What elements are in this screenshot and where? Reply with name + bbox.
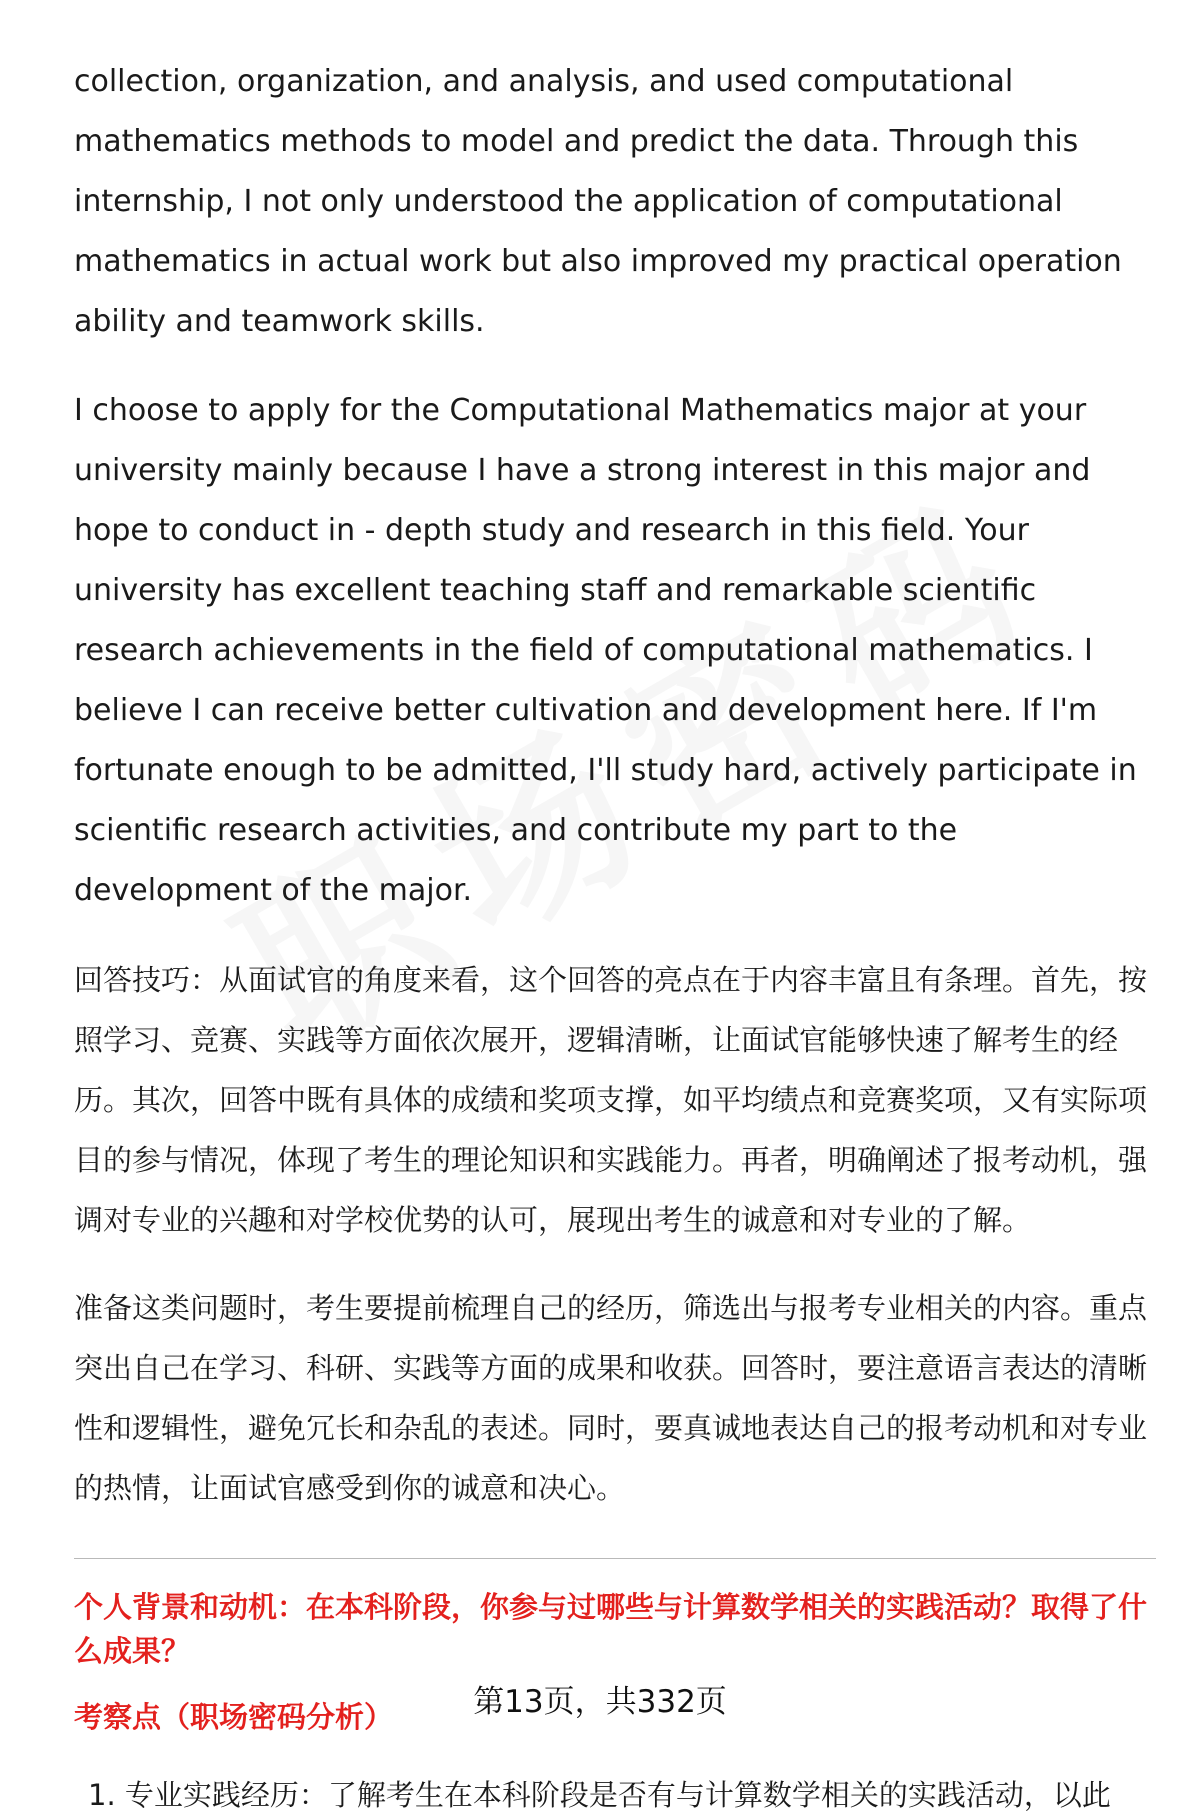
page-number-footer xyxy=(0,1680,1200,1724)
section-divider xyxy=(74,1558,1156,1559)
document-content xyxy=(74,52,1156,1817)
answer-paragraph-2: I choose to apply for the Computational Mathematics major at your university mainly because I have a strong interest in this major and hope to conduct in - depth study and research in this field. Your university has excellent teaching staff and remarkable scientific research achievements in the field of computational mathematics. I believe I can receive better cultivation and development here. If I'm fortunate enough to be admitted, I'll study hard, actively participate in scientific research activities, and contribute my part to the development of the major. xyxy=(74,393,1137,908)
assessment-points-heading: 考察点（职场密码分析） xyxy=(74,1700,394,1734)
answer-tips-paragraph xyxy=(74,950,1156,1250)
preparation-advice-paragraph: 准备这类问题时，考生要提前梳理自己的经历，筛选出与报考专业相关的内容。重点突出自己在学习、科研、实践等方面的成果和收获。回答时，要注意语言表达的清晰性和逻辑性，避免冗长和杂乱的表述。同时，要真诚地表达自己的报考动机和对专业的热情，让面试官感受到你的诚意和决心。 xyxy=(74,1291,1148,1505)
answer-tips-text: 从面试官的角度来看，这个回答的亮点在于内容丰富且有条理。首先，按照学习、竞赛、实践等方面依次展开，逻辑清晰，让面试官能够快速了解考生的经历。其次，回答中既有具体的成绩和奖项支撑，如平均绩点和竞赛奖项，又有实际项目的参与情况，体现了考生的理论知识和实践能力。再者，明确阐述了报考动机，强调对专业的兴趣和对学校优势的认可，展现出考生的诚意和对专业的了解。 xyxy=(74,963,1148,1237)
list-item: 1. 专业实践经历：了解考生在本科阶段是否有与计算数学相关的实践活动，以此 xyxy=(88,1778,1111,1812)
page-number: 第13页，共332页 xyxy=(469,1684,731,1720)
answer-tips-label: 回答技巧： xyxy=(74,963,220,997)
answer-paragraph-1: collection, organization, and analysis, and used computational mathematics methods to model and predict the data. Through this internship, I not only understood the application of computational mathematics in actual work but also improved my practical operation ability and teamwork skills. xyxy=(74,64,1122,339)
question-heading: 个人背景和动机：在本科阶段，你参与过哪些与计算数学相关的实践活动？取得了什么成果？ xyxy=(74,1590,1148,1668)
